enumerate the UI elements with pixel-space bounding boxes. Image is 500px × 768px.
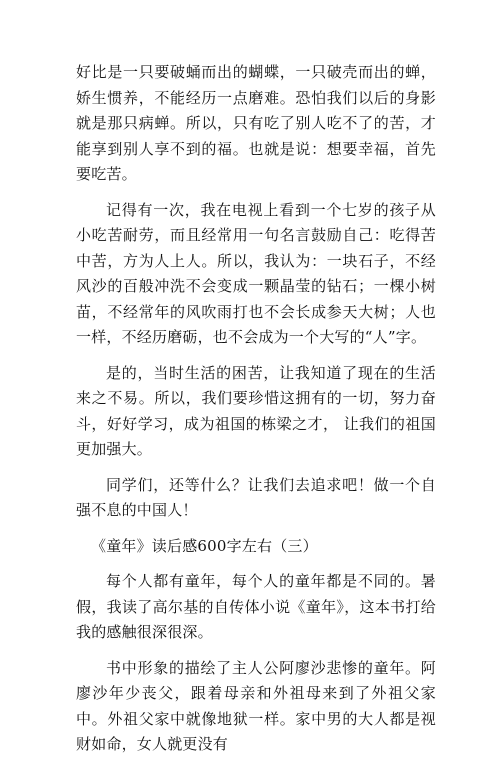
paragraph-6: 书中形象的描绘了主人公阿廖沙悲惨的童年。阿廖沙年少丧父，跟着母亲和外祖母来到了外祖父家中。外祖父家中就像地狱一样。家中男的大人都是视财如命，女人就更没有 (76, 658, 436, 753)
section-heading: 《童年》读后感600字左右（三） (91, 536, 318, 555)
paragraph-5: 每个人都有童年，每个人的童年都是不同的。暑假，我读了高尔基的自传体小说《童年》，这本书打给我的感触很深很深。 (76, 572, 436, 641)
paragraph-2: 记得有一次，我在电视上看到一个七岁的孩子从小吃苦耐劳，而且经常用一句名言鼓励自己：吃得苦中苦，方为人上人。所以，我认为：一块石子，不经风沙的百般冲洗不会变成一颗晶莹的钻石；一棵小树苗，不经常年的风吹雨打也不会长成参天大树；人也一样，不经历磨砺，也不会成为一个大写的“人”字。 (76, 200, 436, 346)
paragraph-3: 是的，当时生活的困苦，让我知道了现在的生活来之不易。所以，我们要珍惜这拥有的一切，努力奋斗，好好学习，成为祖国的栋梁之才， 让我们的祖国更加强大。 (76, 363, 436, 458)
paragraph-4: 同学们，还等什么？让我们去追求吧！做一个自强不息的中国人！ (76, 475, 436, 519)
document-body (76, 60, 436, 768)
paragraph-1: 好比是一只要破蛹而出的蝴蝶，一只破壳而出的蝉，娇生惯养，不能经历一点磨难。恐怕我们以后的身影就是那只病蝉。所以，只有吃了别人吃不了的苦，才能享到别人享不到的福。也就是说：想要幸福，首先要吃苦。 (76, 63, 436, 183)
